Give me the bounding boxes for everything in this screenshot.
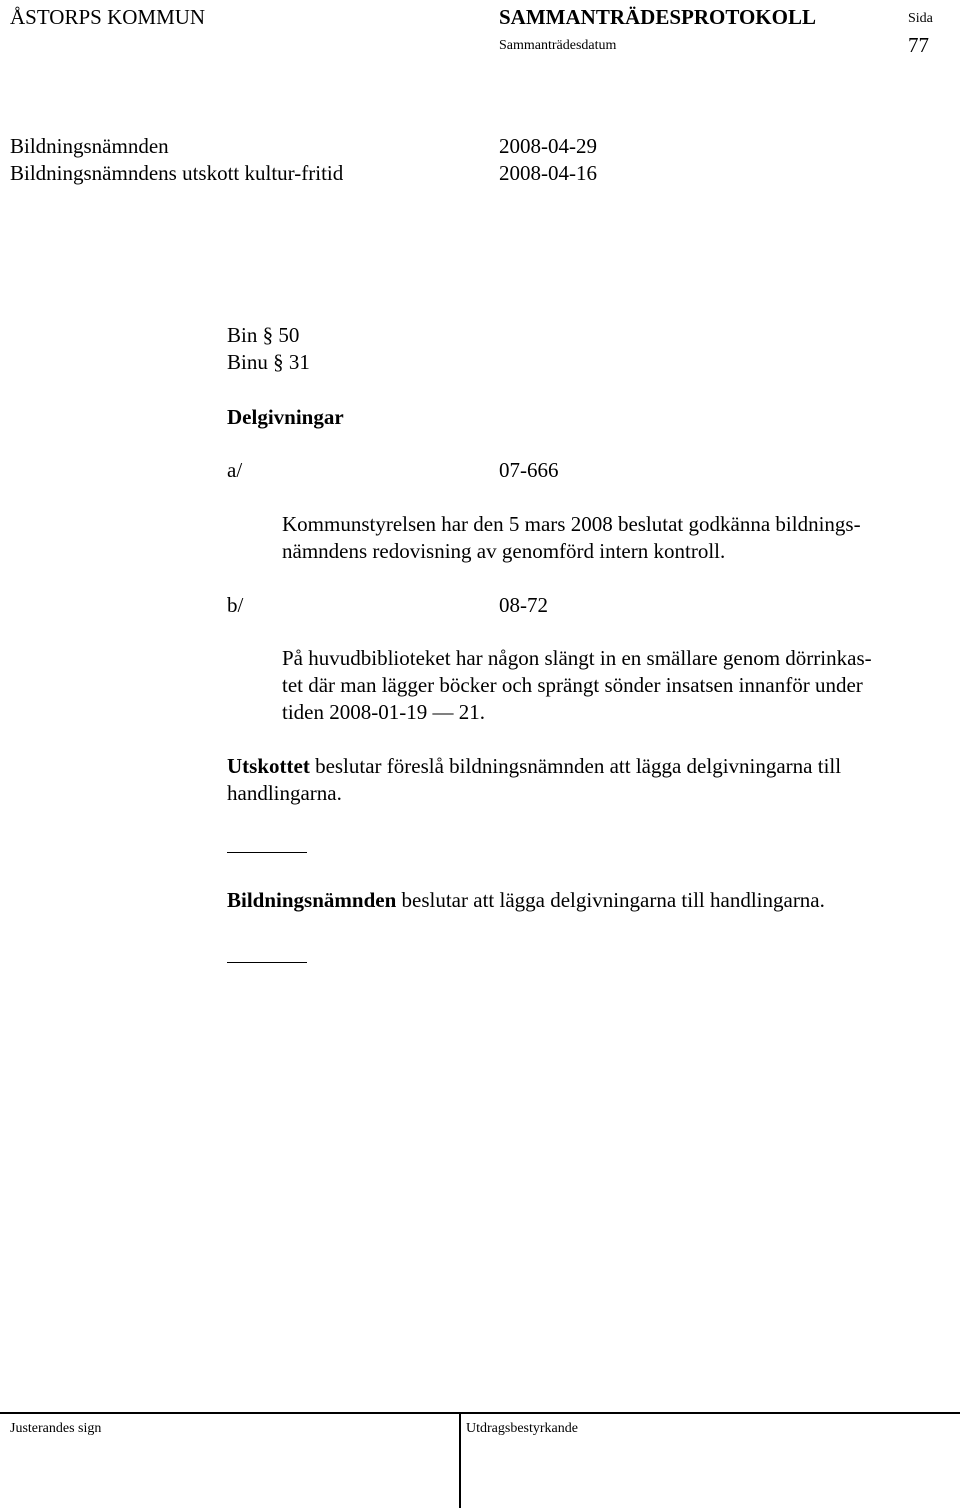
municipality-name: ÅSTORPS KOMMUN [10,5,206,29]
separator-line [227,962,307,963]
decision-text: beslutar föreslå bildningsnämnden att lägga delgivningarna till [309,754,842,778]
decision-text: beslutar att lägga delgivningarna till handlingarna. [396,888,825,912]
item-text-line: På huvudbiblioteket har någon slängt in en smällare genom dörrinkas- [282,646,872,670]
extract-certification-label: Utdragsbestyrkande [466,1421,578,1436]
page-number: 77 [908,33,929,57]
item-text-line: nämndens redovisning av genomförd intern kontroll. [282,539,726,563]
meeting-date-label: Sammanträdesdatum [499,38,617,53]
section-symbol: § [273,350,284,374]
item-label: a/ [227,458,243,482]
paragraph-ref [227,322,299,348]
footer-rule [0,1412,960,1414]
page-label: Sida [908,11,933,26]
paragraph-ref-number: 50 [278,323,300,347]
body-name: Bildningsnämndens utskott kultur-fritid [10,161,344,185]
item-text-line: Kommunstyrelsen har den 5 mars 2008 beslutat godkänna bildnings- [282,512,861,536]
board-decision-line [227,887,825,913]
sign-label: Justerandes sign [10,1421,102,1436]
item-text-line: tet där man lägger böcker och sprängt sönder insatsen innanför under [282,673,863,697]
body-date: 2008-04-16 [499,161,597,185]
section-symbol: § [262,323,274,347]
item-label: b/ [227,593,244,617]
separator-line [227,852,307,853]
committee-decision-line [227,753,841,779]
item-ref: 07-666 [499,458,559,482]
committee-decision-line: handlingarna. [227,781,342,805]
body-date: 2008-04-29 [499,134,597,158]
footer-divider [459,1412,461,1508]
document-type: SAMMANTRÄDESPROTOKOLL [499,5,816,29]
paragraph-ref [227,349,310,375]
item-text-line: tiden 2008-01-19 — 21. [282,700,485,724]
paragraph-ref-prefix: Bin [227,323,258,347]
body-name: Bildningsnämnden [10,134,169,158]
paragraph-ref-prefix: Binu [227,350,268,374]
decision-subject: Bildningsnämnden [227,888,397,912]
item-ref: 08-72 [499,593,548,617]
decision-subject: Utskottet [227,754,310,778]
section-title: Delgivningar [227,405,344,429]
paragraph-ref-number: 31 [288,350,310,374]
